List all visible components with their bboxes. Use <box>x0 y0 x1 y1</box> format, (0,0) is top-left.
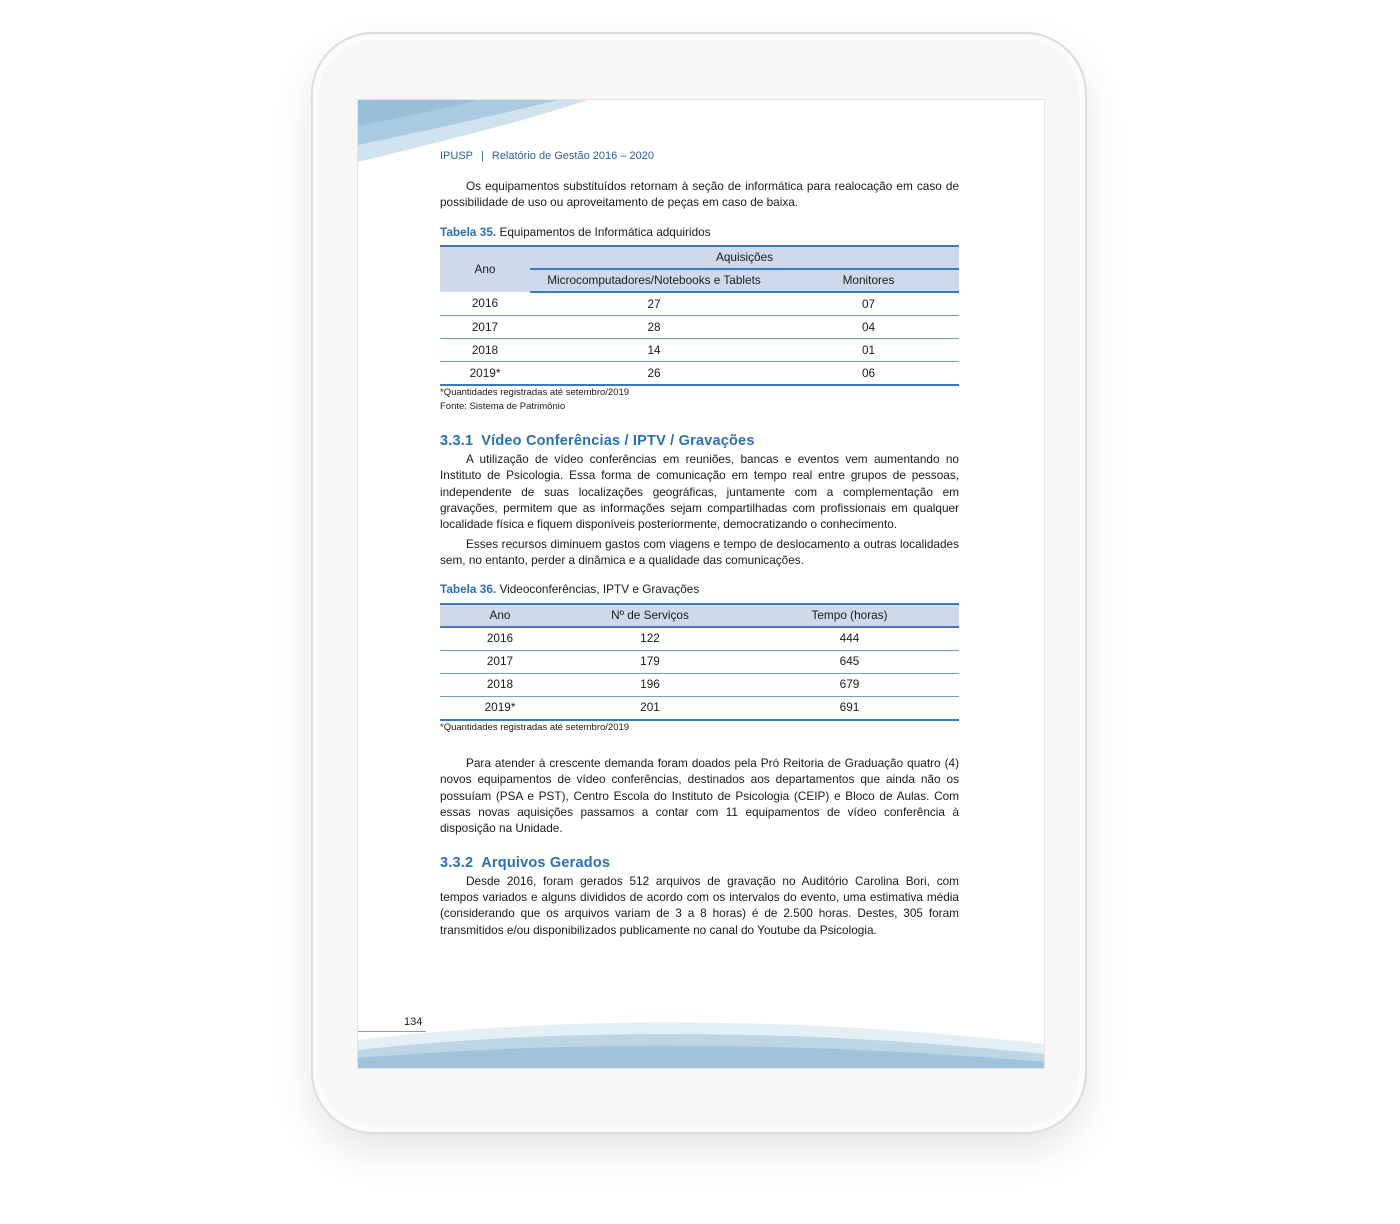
section-331-paragraph-1: A utilização de vídeo conferências em reuniões, bancas e eventos vem aumentando no Instituto de Psicologia. Essa forma de comunicação em tempo real entre grupos de pessoas, independente de suas localizações geográficas, juntamente com a complementação em gravações, permitem que as informações sejam compartilhadas com profissionais em qualquer localidade física e fiquem disponíveis posteriormente, democratizando o conhecimento. <box>440 452 959 532</box>
table36-cell-time: 645 <box>740 650 959 673</box>
page-content <box>440 178 959 938</box>
section-332-title: Arquivos Gerados <box>481 854 611 871</box>
table36-cell-year: 2016 <box>440 627 560 651</box>
table36-cell-year: 2019* <box>484 700 516 715</box>
table36-caption-number: Tabela 36. <box>440 582 497 597</box>
table35-header-year: Ano <box>440 246 530 292</box>
table36-header-time: Tempo (horas) <box>740 604 959 627</box>
table36-cell-services: 122 <box>560 627 740 651</box>
table35-cell-monitors: 01 <box>778 338 959 361</box>
table36-cell-services: 179 <box>560 650 740 673</box>
table35-cell-monitors: 07 <box>778 292 959 316</box>
table35-cell-micro: 27 <box>530 292 778 316</box>
table36-caption-text: Videoconferências, IPTV e Gravações <box>496 582 700 597</box>
footer-wave-decoration <box>358 1018 1044 1068</box>
table-36 <box>440 603 959 721</box>
header-title: Relatório de Gestão 2016 – 2020 <box>491 150 654 162</box>
table35-header-micro: Microcomputadores/Notebooks e Tablets <box>530 269 778 292</box>
table35-cell-micro: 28 <box>530 315 778 338</box>
table35-header-group: Aquisições <box>530 246 959 269</box>
table-row <box>440 315 959 338</box>
table35-cell-year: 2016 <box>440 292 530 316</box>
table35-cell-micro: 14 <box>530 338 778 361</box>
page-number: 134 <box>404 1016 423 1028</box>
table35-cell-year: 2019* <box>469 365 501 380</box>
table36-cell-services: 201 <box>640 700 660 715</box>
table36-header-services: Nº de Serviços <box>560 604 740 627</box>
table35-cell-monitors: 06 <box>861 365 876 380</box>
table35-source: Fonte: Sistema de Patrimônio <box>440 401 566 413</box>
section-332-heading <box>440 855 959 871</box>
table-row <box>440 338 959 361</box>
table36-cell-time: 679 <box>740 673 959 696</box>
table36-cell-time: 691 <box>839 700 860 715</box>
table36-cell-year: 2018 <box>440 673 560 696</box>
table-35 <box>440 245 959 386</box>
table36-cell-time: 444 <box>740 627 959 651</box>
section-331-heading <box>440 433 959 449</box>
header-org: IPUSP <box>440 150 474 162</box>
running-header: IPUSP | Relatório de Gestão 2016 – 2020 <box>440 150 654 162</box>
table-row <box>440 696 959 720</box>
table-row <box>440 650 959 673</box>
section-331-title: Vídeo Conferências / IPTV / Gravações <box>481 432 755 449</box>
table35-cell-micro: 26 <box>647 365 661 380</box>
intro-paragraph: Os equipamentos substituídos retornam à seção de informática para realocação em caso de possibilidade de uso ou aproveitamento de peças em caso de baixa. <box>440 179 959 210</box>
table36-cell-year: 2017 <box>440 650 560 673</box>
section-332-paragraph-1: Desde 2016, foram gerados 512 arquivos de gravação no Auditório Carolina Bori, com tempos variados e alguns divididos de acordo com os intervalos do evento, uma estimativa média (considerando que os arquivos variam de 3 a 8 horas) é de 2.500 horas. Destes, 305 foram transmitidos e/ou disponibilizados publicamente no canal do Youtube da Psicologia. <box>440 873 959 937</box>
table-row <box>440 627 959 651</box>
document-page <box>358 100 1044 1068</box>
section-331-paragraph-2: Esses recursos diminuem gastos com viagens e tempo de deslocamento a outras localidades sem, no entanto, perder a dinâmica e a qualidade das comunicações. <box>440 536 959 567</box>
table35-header-monitors: Monitores <box>778 269 959 292</box>
table35-caption-number: Tabela 35. <box>440 224 497 239</box>
table35-cell-year: 2017 <box>440 315 530 338</box>
section-331-number: 3.3.1 <box>440 432 474 449</box>
table-row <box>440 292 959 316</box>
table35-cell-monitors: 04 <box>778 315 959 338</box>
table36-caption <box>440 581 959 597</box>
table35-caption-text: Equipamentos de Informática adquiridos <box>496 224 711 239</box>
section-332-number: 3.3.2 <box>440 854 474 871</box>
table35-cell-year: 2018 <box>440 338 530 361</box>
table36-note: *Quantidades registradas até setembro/2019 <box>440 721 630 733</box>
donation-paragraph: Para atender à crescente demanda foram doados pela Pró Reitoria de Graduação quatro (4) novos equipamentos de vídeo conferências, destinados aos departamentos que ainda não os possuíam (PSA e PST), Centro Escola do Instituto de Psicologia (CEIP) e Bloco de Aulas. Com essas novas aquisições passamos a contar com 11 equipamentos de vídeo conferência à disposição na Unidade. <box>440 756 959 836</box>
table35-caption <box>440 224 959 240</box>
table35-note: *Quantidades registradas até setembro/2019 <box>440 386 630 398</box>
table36-cell-services: 196 <box>560 673 740 696</box>
table-row <box>440 673 959 696</box>
table36-header-year: Ano <box>440 604 560 627</box>
table-row <box>440 361 959 385</box>
